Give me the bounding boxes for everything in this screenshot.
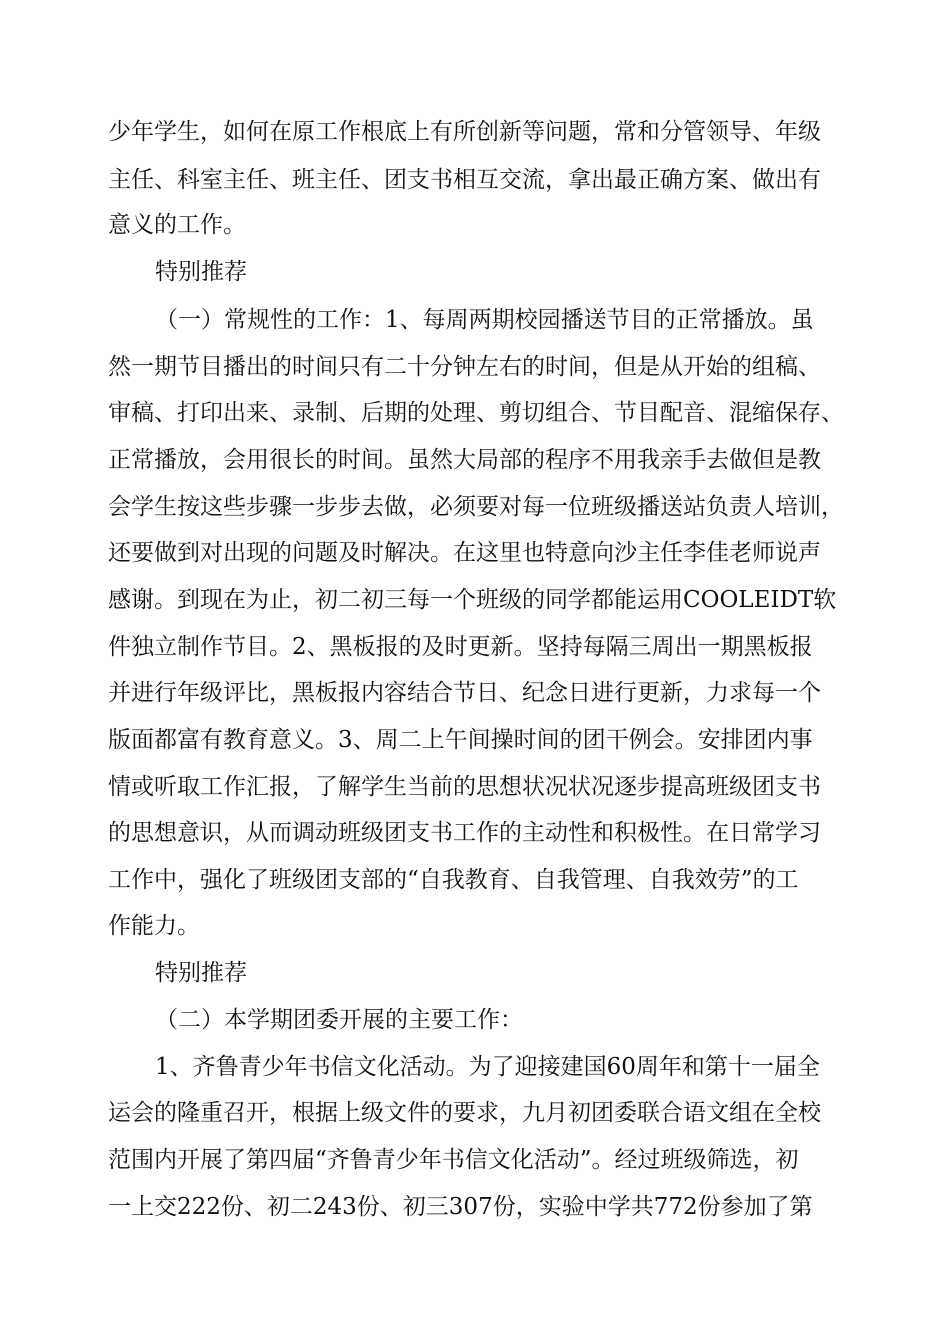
text-line: 还要做到对出现的问题及时解决。在这里也特意向沙主任李佳老师说声 [108, 540, 821, 566]
text-line: 的思想意识，从而调动班级团支书工作的主动性和积极性。在日常学习 [108, 820, 821, 846]
text-line: 然一期节目播出的时间只有二十分钟左右的时间，但是从开始的组稿、 [108, 354, 821, 380]
text-line: 会学生按这些步骤一步步去做，必须要对每一位班级播送站负责人培训， [108, 494, 844, 520]
text-line: 少年学生，如何在原工作根底上有所创新等问题，常和分管领导、年级 [108, 119, 821, 145]
text-line: 工作中，强化了班级团支部的“自我教育、自我管理、自我效劳”的工 [108, 867, 799, 893]
text-line: 范围内开展了第四届“齐鲁青少年书信文化活动”。经过班级筛选，初 [108, 1147, 799, 1173]
text-line: 主任、科室主任、班主任、团支书相互交流，拿出最正确方案、做出有 [108, 167, 821, 193]
text-line: （二）本学期团委开展的主要工作： [155, 1007, 523, 1033]
text-line: 版面都富有教育意义。3、周二上午间操时间的团干例会。安排团内事 [108, 727, 813, 753]
text-line: 情或听取工作汇报，了解学生当前的思想状况状况逐步提高班级团支书 [108, 774, 821, 800]
text-line: 并进行年级评比，黑板报内容结合节日、纪念日进行更新，力求每一个 [108, 680, 821, 706]
text-line: 作能力。 [108, 913, 200, 939]
text-line: 正常播放，会用很长的时间。虽然大局部的程序不用我亲手去做但是教 [108, 447, 821, 473]
section-heading: 特别推荐 [155, 259, 247, 285]
text-line: （一）常规性的工作：1、每周两期校园播送节目的正常播放。虽 [155, 307, 814, 333]
text-line: 意义的工作。 [108, 212, 246, 238]
text-line: 感谢。到现在为止，初二初三每一个班级的同学都能运用COOLEIDT软 [108, 587, 837, 613]
text-line: 件独立制作节目。2、黑板报的及时更新。坚持每隔三周出一期黑板报 [108, 634, 813, 660]
text-line: 一上交222份、初二243份、初三307份，实验中学共772份参加了第 [108, 1194, 813, 1220]
section-heading: 特别推荐 [155, 960, 247, 986]
text-line: 1、齐鲁青少年书信文化活动。为了迎接建国60周年和第十一届全 [155, 1054, 820, 1080]
text-line: 运会的隆重召开，根据上级文件的要求，九月初团委联合语文组在全校 [108, 1100, 821, 1126]
text-line: 审稿、打印出来、录制、后期的处理、剪切组合、节目配音、混缩保存、 [108, 400, 844, 426]
